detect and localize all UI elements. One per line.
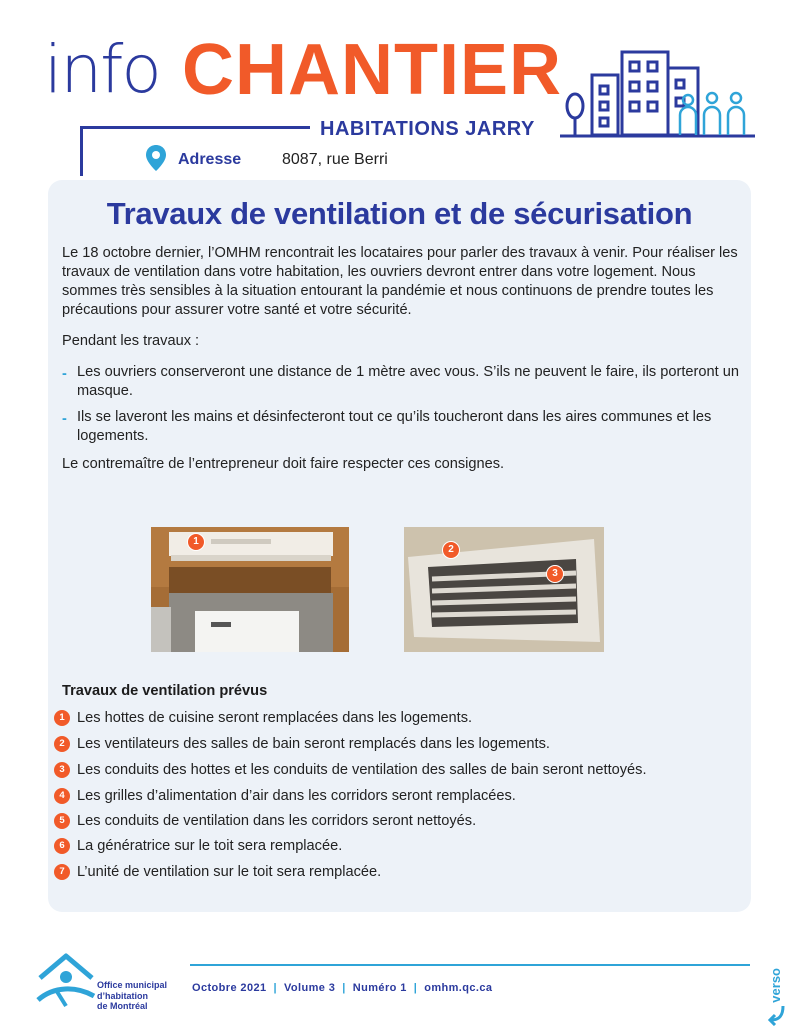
masthead-subtitle: HABITATIONS JARRY <box>320 118 535 140</box>
issue-date: Octobre 2021 <box>192 982 267 994</box>
issue-volume: Volume 3 <box>284 982 336 994</box>
bullet-dash-icon: - <box>62 411 67 427</box>
kitchen-hood-photo <box>151 527 349 652</box>
number-badge: 3 <box>54 762 70 778</box>
masthead-chantier: CHANTIER <box>182 30 562 110</box>
list-item <box>62 363 742 401</box>
foreman-paragraph: Le contremaître de l’entrepreneur doit faire respecter ces consignes. <box>62 456 505 472</box>
organization-name <box>97 980 167 1012</box>
list-item-text: Les conduits des hottes et les conduits de ventilation des salles de bain seront nettoyés. <box>77 762 647 778</box>
page-title: Travaux de ventilation et de sécurisation <box>106 196 693 231</box>
footer-rule <box>190 964 750 966</box>
list-item-text: L’unité de ventilation sur le toit sera remplacée. <box>77 864 382 880</box>
bullet-text: Ils se laveront les mains et désinfecteront tout ce qu’ils toucheront dans les aires communes et les logements. <box>77 409 712 444</box>
masthead-rule <box>80 126 310 129</box>
list-item-text: Les grilles d’alimentation d’air dans les corridors seront remplacées. <box>77 788 516 804</box>
verso-arrow-icon[interactable] <box>765 966 795 1026</box>
number-badge: 1 <box>54 710 70 726</box>
number-badge: 2 <box>54 736 70 752</box>
verso-label[interactable]: verso <box>768 968 783 1003</box>
bullet-dash-icon: - <box>62 366 67 382</box>
bullet-text: Les ouvriers conserveront une distance de 1 mètre avec vous. S’ils ne peuvent le faire, ils porteront un masque. <box>77 364 739 399</box>
masthead-info: info <box>44 31 160 108</box>
separator: | <box>413 982 418 994</box>
org-line: de Montréal <box>97 1001 148 1011</box>
separator: | <box>342 982 346 994</box>
list-item-text: Les conduits de ventilation dans les corridors seront nettoyés. <box>77 813 477 829</box>
ventilation-list-title: Travaux de ventilation prévus <box>62 683 268 699</box>
photo-marker: 3 <box>546 565 564 583</box>
address-label: Adresse <box>178 151 242 168</box>
address-value: 8087, rue Berri <box>282 151 388 168</box>
number-badge: 5 <box>54 813 70 829</box>
photo-marker: 1 <box>187 533 205 551</box>
list-item-text: Les hottes de cuisine seront remplacées dans les logements. <box>77 710 473 726</box>
number-badge: 4 <box>54 788 70 804</box>
map-pin-icon <box>145 144 167 172</box>
list-item-text: La génératrice sur le toit sera remplacée. <box>77 838 343 854</box>
city-building-icon <box>560 40 755 140</box>
issue-number: Numéro 1 <box>352 982 407 994</box>
number-badge: 6 <box>54 838 70 854</box>
org-line: Office municipal <box>97 980 168 990</box>
during-works-label: Pendant les travaux : <box>62 333 200 349</box>
list-item <box>62 408 742 446</box>
number-badge: 7 <box>54 864 70 880</box>
omhm-logo-icon <box>36 950 96 1008</box>
separator: | <box>273 982 277 994</box>
photo-marker: 2 <box>442 541 460 559</box>
list-item-text: Les ventilateurs des salles de bain seront remplacés dans les logements. <box>77 736 550 752</box>
issue-info <box>192 982 492 994</box>
website-link[interactable]: omhm.qc.ca <box>424 982 493 994</box>
air-grille-photo <box>404 527 604 652</box>
masthead-rule-vertical <box>80 126 83 176</box>
intro-paragraph: Le 18 octobre dernier, l’OMHM rencontrait les locataires pour parler des travaux à venir. Pour réaliser les travaux de ventilation dans votre habitation, les ouvriers devront entrer dans votre logement. Nous sommes très sensibles à la situation entourant la pandémie et nous continuons de prendre toutes les précautions pour assurer votre santé et votre sécurité. <box>62 245 738 318</box>
org-line: d’habitation <box>97 990 148 1001</box>
